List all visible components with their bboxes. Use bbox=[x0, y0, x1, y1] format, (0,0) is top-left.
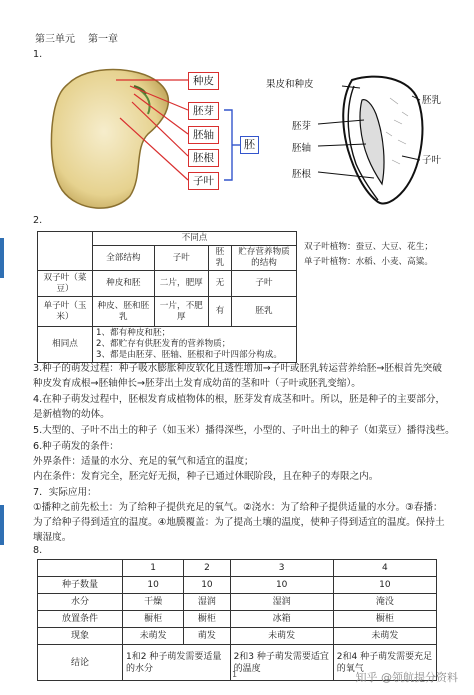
table-cell: 一片，不肥厚 bbox=[154, 297, 208, 327]
germination-experiment-table bbox=[37, 559, 437, 681]
table-cell: 种皮、胚和胚乳 bbox=[93, 297, 155, 327]
table-cell: 干燥 bbox=[123, 594, 184, 611]
paragraph-line: 6.种子萌发的条件： bbox=[33, 441, 119, 452]
table-cell: 未萌发 bbox=[123, 628, 184, 645]
page-number: 1 bbox=[232, 670, 238, 679]
edge-marker bbox=[0, 505, 4, 545]
table-cell: 胚乳 bbox=[232, 297, 297, 327]
col-header: 2 bbox=[184, 560, 230, 577]
conclusion-cell: 2和3 种子萌发需要适宜的温度 bbox=[230, 645, 333, 681]
row-header: 双子叶（菜豆） bbox=[38, 271, 93, 297]
dicot-examples: 双子叶植物：蚕豆、大豆、花生； bbox=[304, 242, 433, 252]
conclusion-cell: 1和2 种子萌发需要适量的水分 bbox=[123, 645, 231, 681]
label-embryo: 胚 bbox=[240, 136, 259, 154]
common-point: 1、都有种皮和胚； bbox=[96, 328, 171, 338]
col-header: 1 bbox=[123, 560, 184, 577]
row-header: 单子叶（玉米） bbox=[38, 297, 93, 327]
table-cell: 种皮和胚 bbox=[93, 271, 155, 297]
table-cell: 子叶 bbox=[232, 271, 297, 297]
label-corn-radicle: 胚根 bbox=[292, 169, 312, 180]
paragraph-line: 壤湿度。 bbox=[33, 532, 72, 543]
table-cell: 橱柜 bbox=[123, 611, 184, 628]
label-hypocotyl: 胚轴 bbox=[188, 126, 219, 144]
table-cell: 橱柜 bbox=[184, 611, 230, 628]
col-header: 全部结构 bbox=[93, 246, 155, 271]
section-number-8: 8. bbox=[33, 545, 43, 556]
table-cell: 冰箱 bbox=[230, 611, 333, 628]
table-cell: 10 bbox=[123, 577, 184, 594]
table-cell: 湿润 bbox=[230, 594, 333, 611]
table-cell: 萌发 bbox=[184, 628, 230, 645]
common-point: 3、都是由胚芽、胚轴、胚根和子叶四部分构成。 bbox=[96, 350, 282, 360]
table-cell: 10 bbox=[333, 577, 436, 594]
table-cell: 有 bbox=[208, 297, 231, 327]
col-header: 子叶 bbox=[154, 246, 208, 271]
table-cell: 10 bbox=[184, 577, 230, 594]
row-header: 放置条件 bbox=[38, 611, 123, 628]
table-cell: 二片，肥厚 bbox=[154, 271, 208, 297]
section-number: 1. bbox=[33, 49, 43, 60]
table-cell: 橱柜 bbox=[333, 611, 436, 628]
section-number: 2. bbox=[33, 215, 43, 226]
conclusion-cell: 2和4 种子萌发需要充足的氧气 bbox=[333, 645, 436, 681]
row-header: 结论 bbox=[38, 645, 123, 681]
table-cell: 未萌发 bbox=[333, 628, 436, 645]
paragraph-line: 种皮发育成根→胚轴伸长→胚芽出土发育成幼苗的茎和叶（子叶或胚乳变缩）。 bbox=[33, 378, 361, 389]
col-header: 3 bbox=[230, 560, 333, 577]
paragraph-line: 4.在种子萌发过程中，胚根发育成植物体的根，胚芽发育成茎和叶。所以，胚是种子的主要部分， bbox=[33, 394, 446, 405]
label-cotyledon: 子叶 bbox=[188, 172, 219, 190]
seed-structure-figure bbox=[20, 58, 470, 218]
unit-title: 第三单元 bbox=[35, 34, 75, 45]
col-header: 胚乳 bbox=[208, 246, 231, 271]
col-header bbox=[38, 560, 123, 577]
edge-marker bbox=[0, 238, 4, 278]
paragraph-line: 内在条件：发育完全，胚完好无损，种子已通过休眠阶段，且在种子的寿限之内。 bbox=[33, 471, 379, 482]
table-cell: 10 bbox=[230, 577, 333, 594]
col-header: 贮存营养物质的结构 bbox=[232, 246, 297, 271]
chapter-title: 第一章 bbox=[88, 34, 118, 45]
table-header: 不同点 bbox=[93, 232, 297, 246]
paragraph-line: 7．实际应用： bbox=[33, 487, 97, 498]
row-header: 种子数量 bbox=[38, 577, 123, 594]
row-header: 水分 bbox=[38, 594, 123, 611]
label-corn-hypocotyl: 胚轴 bbox=[292, 143, 312, 154]
watermark: 知乎 @领航提分资料 bbox=[355, 671, 458, 684]
paragraph-line: 为了给种子得到适宜的温度。④地膜覆盖：为了提高土壤的温度，使种子得到适宜的温度。保持土 bbox=[33, 517, 445, 528]
table-cell: 无 bbox=[208, 271, 231, 297]
paragraph-line: ①播种之前先松土：为了给种子提供充足的氧气。②浇水：为了给种子提供适量的水分。③春播： bbox=[33, 502, 443, 513]
seed-comparison-table bbox=[37, 231, 297, 363]
table-cell: 淹没 bbox=[333, 594, 436, 611]
label-radicle: 胚根 bbox=[188, 149, 219, 167]
table-cell: 未萌发 bbox=[230, 628, 333, 645]
paragraph-line: 5.大型的、子叶不出土的种子（如玉米）播得深些，小型的、子叶出土的种子（如菜豆）播得浅些。 bbox=[33, 425, 455, 436]
label-seed-coat: 种皮 bbox=[188, 72, 219, 90]
monocot-examples: 单子叶植物：水稻、小麦、高粱。 bbox=[304, 257, 433, 267]
common-points-cell bbox=[93, 327, 297, 363]
paragraph-line: 3.种子的萌发过程：种子吸水膨胀种皮软化且透性增加→子叶或胚乳转运营养给胚→胚根首先突破 bbox=[33, 363, 442, 374]
label-corn-plumule: 胚芽 bbox=[292, 121, 312, 132]
col-header: 4 bbox=[333, 560, 436, 577]
row-header: 现象 bbox=[38, 628, 123, 645]
label-plumule: 胚芽 bbox=[188, 102, 219, 120]
common-point: 2、都贮存有供胚发育的营养物质； bbox=[96, 339, 231, 349]
table-cell: 湿润 bbox=[184, 594, 230, 611]
paragraph-line: 是新植物的幼体。 bbox=[33, 409, 110, 420]
label-pericarp: 果皮和种皮 bbox=[266, 79, 314, 90]
row-header: 相同点 bbox=[38, 327, 93, 363]
label-corn-cotyledon: 子叶 bbox=[422, 155, 442, 166]
table-corner bbox=[38, 232, 93, 271]
paragraph-line: 外界条件：适量的水分、充足的氧气和适宜的温度； bbox=[33, 456, 254, 467]
label-endosperm: 胚乳 bbox=[422, 95, 442, 106]
